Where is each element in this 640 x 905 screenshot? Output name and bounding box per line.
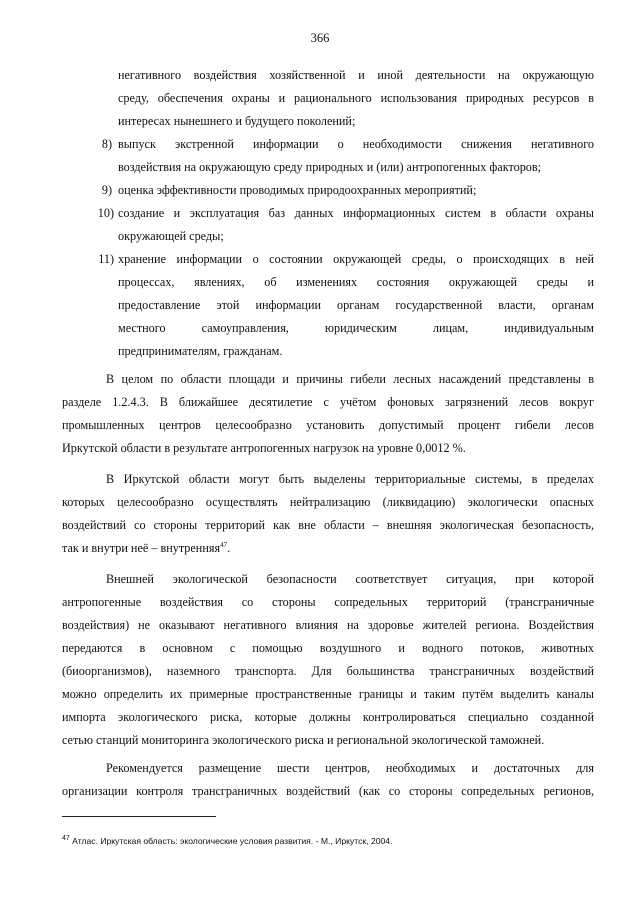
text-line: Рекомендуется размещение шести центров, необходимых и достаточных для [106,761,594,775]
text-line: хранение информации о состоянии окружающей среды, о происходящих в ней [118,252,594,266]
list-number: 11) [98,252,114,266]
text-line: (биоорганизмов), наземного транспорта. Для большинства трансграничных воздействий [62,664,594,678]
text-line: процессах, явлениях, об изменениях состояния окружающей среды и [118,275,594,289]
text-line: воздействия на окружающую среду природных и (или) антропогенных факторов; [118,160,542,174]
text-line: разделе 1.2.4.3. В ближайшее десятилетие с учётом фоновых загрязнений лесов вокруг [62,395,594,409]
text-line: интересах нынешнего и будущего поколений; [118,114,356,128]
text-line: воздействий со стороны территорий как вне области – внешняя экологическая безопасность, [62,518,594,532]
text-line: импорта экологического риска, которые должны контролироваться специально созданной [62,710,594,724]
text-line: среду, обеспечения охраны и рационального использования природных ресурсов в [118,91,594,105]
text-line: местного самоуправления, юридическим лицам, индивидуальным [118,321,594,335]
text-span: так и внутри неё – внутренняя [62,541,221,555]
text-line: Иркутской области в результате антропогенных нагрузок на уровне 0,0012 %. [62,441,466,455]
text-line: оценка эффективности проводимых природоохранных мероприятий; [118,183,477,197]
text-line: В Иркутской области могут быть выделены территориальные системы, в пределах [106,472,594,486]
footnote-divider [62,816,216,817]
text-line: промышленных центров целесообразно установить допустимый процент гибели лесов [62,418,594,432]
list-number: 10) [97,206,114,220]
text-line: передаются в основном с помощью воздушного и водного потоков, животных [62,641,594,655]
footnote-text: Атлас. Иркутская область: экологические условия развития. - М., Иркутск, 2004. [69,836,393,846]
text-line: организации контроля трансграничных воздействий (как со стороны сопредельных регионов, [62,784,594,798]
text-line: окружающей среды; [118,229,224,243]
footnote [62,836,392,846]
text-line: Внешней экологической безопасности соответствует ситуация, при которой [106,572,594,586]
text-line: антропогенные воздействия со стороны сопредельных территорий (трансграничные [62,595,594,609]
text-line: которых целесообразно осуществлять нейтрализацию (ликвидацию) экологически опасных [62,495,594,509]
text-line: создание и эксплуатация баз данных информационных систем в области охраны [118,206,594,220]
footnote-mark: 47 [62,835,70,843]
text-line: сетью станций мониторинга экологического риска и региональной экологической таможней. [62,733,545,747]
text-line: негативного воздействия хозяйственной и иной деятельности на окружающую [118,68,594,82]
text-line: выпуск экстренной информации о необходимости снижения негативного [118,137,594,151]
text-line: предоставление этой информации органам государственной власти, органам [118,298,594,312]
list-number: 8) [101,137,112,151]
footnote-ref[interactable]: 47 [220,540,228,549]
text-span: . [227,541,231,555]
text-line: воздействия) не оказывают негативного влияния на здоровье жителей региона. Воздействия [62,618,594,632]
text-line [62,540,230,556]
text-line: можно определить их примерные пространственные границы и таким путём выделить каналы [62,687,594,701]
text-line: В целом по области площади и причины гибели лесных насаждений представлены в [106,372,594,386]
page-number: 366 [310,31,330,45]
list-number: 9) [101,183,112,197]
text-line: предпринимателям, гражданам. [118,344,283,358]
